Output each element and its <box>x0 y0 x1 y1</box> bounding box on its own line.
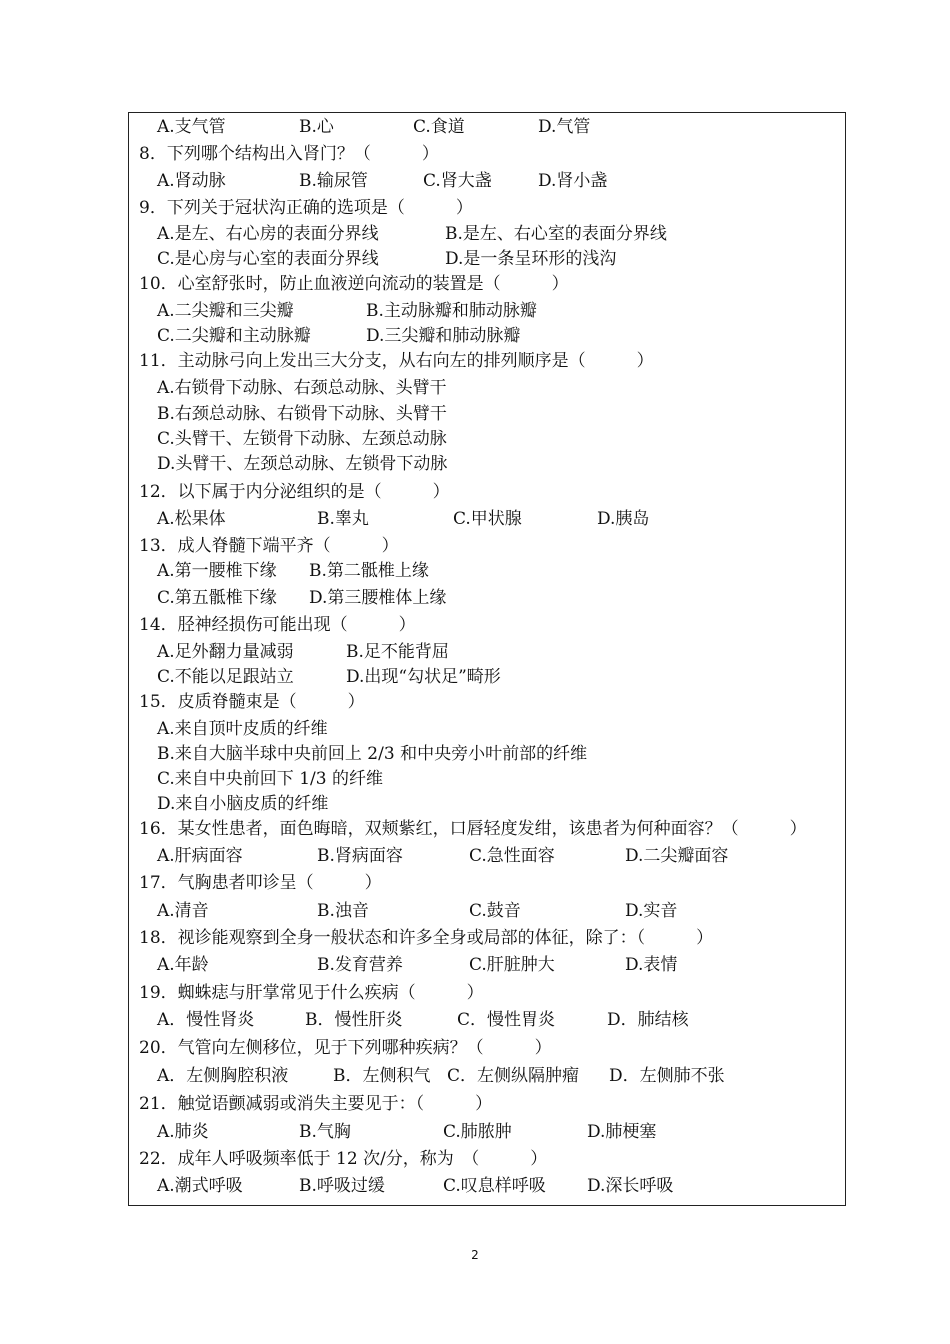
option-row <box>129 560 837 582</box>
answer-option: A.足外翻力量减弱 <box>157 642 294 662</box>
answer-option: D.表情 <box>625 955 678 975</box>
question-stem: 16．某女性患者，面色晦暗，双颊紫红，口唇轻度发绀，该患者为何种面容？（ ） <box>139 819 807 839</box>
answer-option: D.肺梗塞 <box>587 1122 657 1142</box>
answer-option: A．左侧胸腔积液 <box>157 1066 289 1086</box>
question-stem: 15．皮质脊髓束是（ ） <box>139 692 365 712</box>
answer-option: D.深长呼吸 <box>587 1176 674 1196</box>
answer-option: A.支气管 <box>157 117 226 137</box>
option-row <box>129 325 837 347</box>
option-row <box>129 428 837 450</box>
answer-option: B.第二骶椎上缘 <box>309 561 429 581</box>
answer-option: D.实音 <box>625 901 678 921</box>
answer-option: B.肾病面容 <box>317 846 403 866</box>
answer-option: D.是一条呈环形的浅沟 <box>445 249 617 269</box>
answer-option: A.第一腰椎下缘 <box>157 561 277 581</box>
question-stem: 21．触觉语颤减弱或消失主要见于：（ ） <box>139 1094 493 1114</box>
option-row <box>129 377 837 399</box>
option-row <box>129 223 837 245</box>
question-stem: 18．视诊能观察到全身一般状态和许多全身或局部的体征，除了：（ ） <box>139 928 714 948</box>
question-stem: 10．心室舒张时，防止血液逆向流动的装置是（ ） <box>139 274 569 294</box>
question-stem: 13．成人脊髓下端平齐（ ） <box>139 536 399 556</box>
answer-option: D．左侧肺不张 <box>609 1066 725 1086</box>
answer-option: C.来自中央前回下 1/3 的纤维 <box>157 769 383 789</box>
answer-option: D.第三腰椎体上缘 <box>309 588 447 608</box>
option-row <box>129 768 837 790</box>
answer-option: A.潮式呼吸 <box>157 1176 243 1196</box>
answer-option: C.肾大盏 <box>423 171 492 191</box>
option-row <box>129 587 837 609</box>
answer-option: D.三尖瓣和肺动脉瓣 <box>366 326 521 346</box>
option-row <box>129 900 837 922</box>
answer-option: B.呼吸过缓 <box>299 1176 385 1196</box>
option-row <box>129 1175 837 1197</box>
answer-option: B.主动脉瓣和肺动脉瓣 <box>366 301 537 321</box>
option-row <box>129 666 837 688</box>
option-row <box>129 845 837 867</box>
answer-option: A．慢性肾炎 <box>157 1010 255 1030</box>
answer-option: C.头臂干、左锁骨下动脉、左颈总动脉 <box>157 429 447 449</box>
answer-option: B.心 <box>299 117 334 137</box>
option-row <box>129 743 837 765</box>
answer-option: A.肺炎 <box>157 1122 209 1142</box>
answer-option: B.睾丸 <box>317 509 369 529</box>
answer-option: A.肝病面容 <box>157 846 243 866</box>
answer-option: A.清音 <box>157 901 209 921</box>
answer-option: B.足不能背屈 <box>346 642 449 662</box>
answer-option: C.不能以足跟站立 <box>157 667 294 687</box>
question-stem: 9．下列关于冠状沟正确的选项是（ ） <box>139 198 473 218</box>
option-row <box>129 403 837 425</box>
answer-option: C.肝脏肿大 <box>469 955 555 975</box>
option-row <box>129 453 837 475</box>
answer-option: B.右颈总动脉、右锁骨下动脉、头臂干 <box>157 404 447 424</box>
option-row <box>129 718 837 740</box>
answer-option: D．肺结核 <box>607 1010 689 1030</box>
option-row <box>129 248 837 270</box>
question-stem: 17．气胸患者叩诊呈（ ） <box>139 873 382 893</box>
answer-option: C.急性面容 <box>469 846 555 866</box>
answer-option: B.浊音 <box>317 901 369 921</box>
answer-option: B.发育营养 <box>317 955 403 975</box>
answer-option: A.右锁骨下动脉、右颈总动脉、头臂干 <box>157 378 447 398</box>
question-stem: 8．下列哪个结构出入肾门？（ ） <box>139 144 439 164</box>
option-row <box>129 1009 837 1031</box>
answer-option: B．慢性肝炎 <box>305 1010 403 1030</box>
answer-option: C.是心房与心室的表面分界线 <box>157 249 379 269</box>
answer-option: D.头臂干、左颈总动脉、左锁骨下动脉 <box>157 454 448 474</box>
answer-option: D.二尖瓣面容 <box>625 846 729 866</box>
answer-option: C.第五骶椎下缘 <box>157 588 277 608</box>
option-row <box>129 116 837 138</box>
answer-option: C．慢性胃炎 <box>457 1010 556 1030</box>
answer-option: A.肾动脉 <box>157 171 226 191</box>
option-row <box>129 641 837 663</box>
answer-option: C．左侧纵隔肿瘤 <box>447 1066 580 1086</box>
answer-option: C.二尖瓣和主动脉瓣 <box>157 326 311 346</box>
option-row <box>129 508 837 530</box>
answer-option: B.气胸 <box>299 1122 351 1142</box>
option-row <box>129 170 837 192</box>
answer-option: B.来自大脑半球中央前回上 2/3 和中央旁小叶前部的纤维 <box>157 744 588 764</box>
option-row <box>129 793 837 815</box>
option-row <box>129 954 837 976</box>
answer-option: A.是左、右心房的表面分界线 <box>157 224 379 244</box>
option-row <box>129 1121 837 1143</box>
question-stem: 20．气管向左侧移位，见于下列哪种疾病？（ ） <box>139 1038 552 1058</box>
page-number: 2 <box>471 1248 479 1262</box>
answer-option: D.肾小盏 <box>538 171 608 191</box>
answer-option: C.叹息样呼吸 <box>443 1176 546 1196</box>
question-stem: 12．以下属于内分泌组织的是（ ） <box>139 482 450 502</box>
answer-option: C.鼓音 <box>469 901 521 921</box>
question-stem: 22．成年人呼吸频率低于 12 次/分，称为 （ ） <box>139 1149 548 1169</box>
question-stem: 19．蜘蛛痣与肝掌常见于什么疾病（ ） <box>139 983 484 1003</box>
answer-option: A.松果体 <box>157 509 226 529</box>
question-stem: 14．胫神经损伤可能出现（ ） <box>139 615 416 635</box>
answer-option: D.来自小脑皮质的纤维 <box>157 794 329 814</box>
answer-option: D.出现“勾状足”畸形 <box>346 667 501 687</box>
answer-option: C.肺脓肿 <box>443 1122 512 1142</box>
option-row <box>129 300 837 322</box>
question-stem: 11．主动脉弓向上发出三大分支，从右向左的排列顺序是（ ） <box>139 351 654 371</box>
answer-option: A.二尖瓣和三尖瓣 <box>157 301 294 321</box>
answer-option: C.食道 <box>413 117 465 137</box>
answer-option: D.气管 <box>538 117 591 137</box>
answer-option: C.甲状腺 <box>453 509 522 529</box>
answer-option: B.是左、右心室的表面分界线 <box>445 224 667 244</box>
answer-option: A.年龄 <box>157 955 209 975</box>
answer-option: D.胰岛 <box>597 509 650 529</box>
answer-option: B．左侧积气 <box>333 1066 431 1086</box>
option-row <box>129 1065 837 1087</box>
answer-option: B.输尿管 <box>299 171 368 191</box>
answer-option: A.来自顶叶皮质的纤维 <box>157 719 328 739</box>
question-table-frame <box>128 112 846 1206</box>
